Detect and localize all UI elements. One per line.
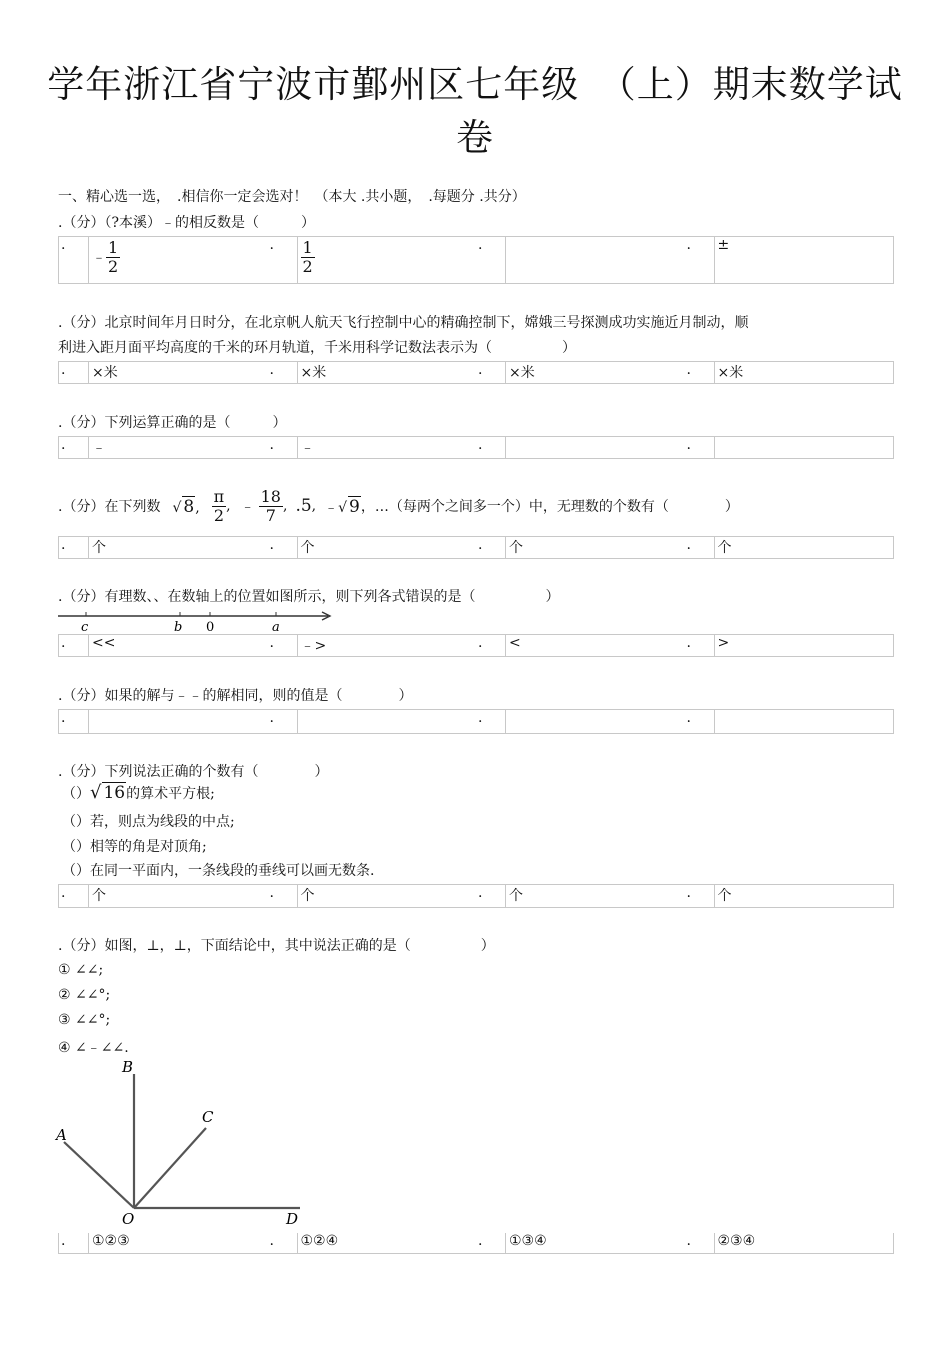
q3-stem: .（分）下列运算正确的是（ ）	[58, 415, 287, 431]
q1-options	[58, 236, 894, 284]
q5-option-b[interactable]: . ﹣>	[269, 635, 327, 654]
q7-option-a[interactable]: . 个	[59, 885, 268, 907]
q2-option-d[interactable]: . ×米	[686, 362, 744, 381]
q4-option-d[interactable]: . 个	[686, 537, 732, 556]
q3-option-c[interactable]: .	[476, 437, 685, 458]
q7-item-2: （）若，则点为线段的中点;	[62, 814, 235, 830]
q4-stem: .（分）在下列数 √ 8, $\frac{\pi}{2}$ , ﹣ $\frac{18}{7}$ , .5 , ﹣√ 9 ，…（每两个之间多一个）中，无理数的个数有（ ）	[58, 486, 739, 525]
q8-option-c[interactable]: . ①③④	[476, 1233, 685, 1253]
q3-option-a[interactable]: . ﹣	[61, 437, 106, 456]
q6-option-b[interactable]: .	[268, 710, 477, 733]
page-title: 学年浙江省宁波市鄞州区七年级 （上）期末数学试	[47, 63, 903, 106]
q7-option-c[interactable]: . 个	[476, 885, 685, 907]
q7-option-d[interactable]: . 个	[685, 885, 894, 907]
q8-item-4: ④ ∠﹣∠∠.	[58, 1040, 129, 1056]
q3-option-b[interactable]: . ﹣	[269, 437, 315, 456]
q8-stem: .（分）如图，⊥，⊥，下面结论中，其中说法正确的是（ ）	[58, 938, 495, 954]
q2-stem-line1: .（分）北京时间年月日时分，在北京帆人航天飞行控制中心的精确控制下，嫦娥三号探测成功实施近月制动，顺	[58, 315, 749, 331]
q5-option-c[interactable]: . <	[476, 635, 685, 656]
q1-option-a[interactable]: . ﹣ $\frac{1}{2}$	[59, 237, 268, 283]
q4-option-b[interactable]: . 个	[269, 537, 315, 556]
point-c-label: C	[202, 1108, 214, 1126]
q4-options	[58, 536, 894, 559]
q6-option-c[interactable]: .	[476, 710, 685, 733]
page-title-cont: 卷	[456, 116, 494, 159]
q8-options	[58, 1233, 894, 1254]
ray-oa	[64, 1142, 134, 1208]
repeating-decimal: .5	[295, 496, 312, 516]
q2-stem-line2: 利进入距月面平均高度的千米的环月轨道，千米用科学记数法表示为（ ）	[58, 340, 576, 356]
q8-option-b[interactable]: . ①②④	[268, 1233, 477, 1253]
sqrt-8: 8	[183, 496, 195, 517]
q8-item-3: ③ ∠∠°;	[58, 1012, 111, 1028]
q2-option-a[interactable]: . ×米	[61, 362, 118, 381]
q8-item-2: ② ∠∠°;	[58, 987, 111, 1003]
pi-over-2: $\frac{\pi}{2}$	[213, 486, 225, 525]
label-zero: 0	[206, 620, 215, 634]
sqrt-9: 9	[349, 496, 360, 517]
q1-option-b[interactable]: . $\frac{1}{2}$	[268, 237, 477, 283]
angle-figure	[52, 1058, 312, 1230]
q6-options	[58, 709, 894, 734]
label-a: a	[272, 620, 280, 634]
q1-option-d[interactable]: . ±	[685, 237, 894, 283]
q7-item-3: （）相等的角是对顶角;	[62, 839, 207, 855]
point-a-label: A	[56, 1126, 67, 1144]
q2-option-c[interactable]: . ×米	[478, 362, 535, 381]
q7-options	[58, 884, 894, 908]
q6-option-d[interactable]: .	[685, 710, 894, 733]
q2-option-b[interactable]: . ×米	[269, 362, 327, 381]
section-heading: 一、精心选一选， .相信你一定会选对！ （本大 .共小题， .每题分 .共分）	[58, 189, 526, 205]
point-d-label: D	[286, 1210, 299, 1228]
number-line-figure	[56, 606, 336, 634]
q4-option-a[interactable]: . 个	[61, 537, 106, 556]
q1-stem: .（分）（?本溪）﹣的相反数是（ ）	[58, 215, 315, 231]
q7-stem: .（分）下列说法正确的个数有（ ）	[58, 764, 329, 780]
q3-option-d[interactable]: .	[685, 437, 894, 458]
point-o-label: O	[122, 1210, 135, 1228]
q3-options	[58, 436, 894, 459]
q5-stem: .（分）有理数、、在数轴上的位置如图所示，则下列各式错误的是（ ）	[58, 589, 560, 605]
q2-options	[58, 361, 894, 384]
point-b-label: B	[122, 1058, 134, 1076]
label-b: b	[174, 620, 183, 634]
q7-option-b[interactable]: . 个	[268, 885, 477, 907]
q4-option-c[interactable]: . 个	[478, 537, 523, 556]
q1-option-c[interactable]: .	[476, 237, 685, 283]
q8-item-1: ① ∠∠;	[58, 962, 104, 978]
label-c: c	[81, 620, 89, 634]
q5-option-a[interactable]: . <<	[59, 635, 268, 656]
q6-option-a[interactable]: .	[59, 710, 268, 733]
q6-stem: .（分）如果的解与﹣﹣的解相同，则的值是（ ）	[58, 688, 413, 704]
q8-option-a[interactable]: . ①②③	[59, 1233, 268, 1253]
q7-item-1: （） √ 16 的算术平方根;	[62, 782, 215, 803]
neg-18-over-7: $\frac{18}{7}$	[260, 486, 281, 525]
q5-option-d[interactable]: . >	[685, 635, 894, 656]
q7-item-4: （）在同一平面内，一条线段的垂线可以画无数条.	[62, 863, 375, 879]
q8-option-d[interactable]: . ②③④	[685, 1233, 894, 1253]
ray-oc	[134, 1128, 206, 1208]
q5-options	[58, 634, 894, 657]
